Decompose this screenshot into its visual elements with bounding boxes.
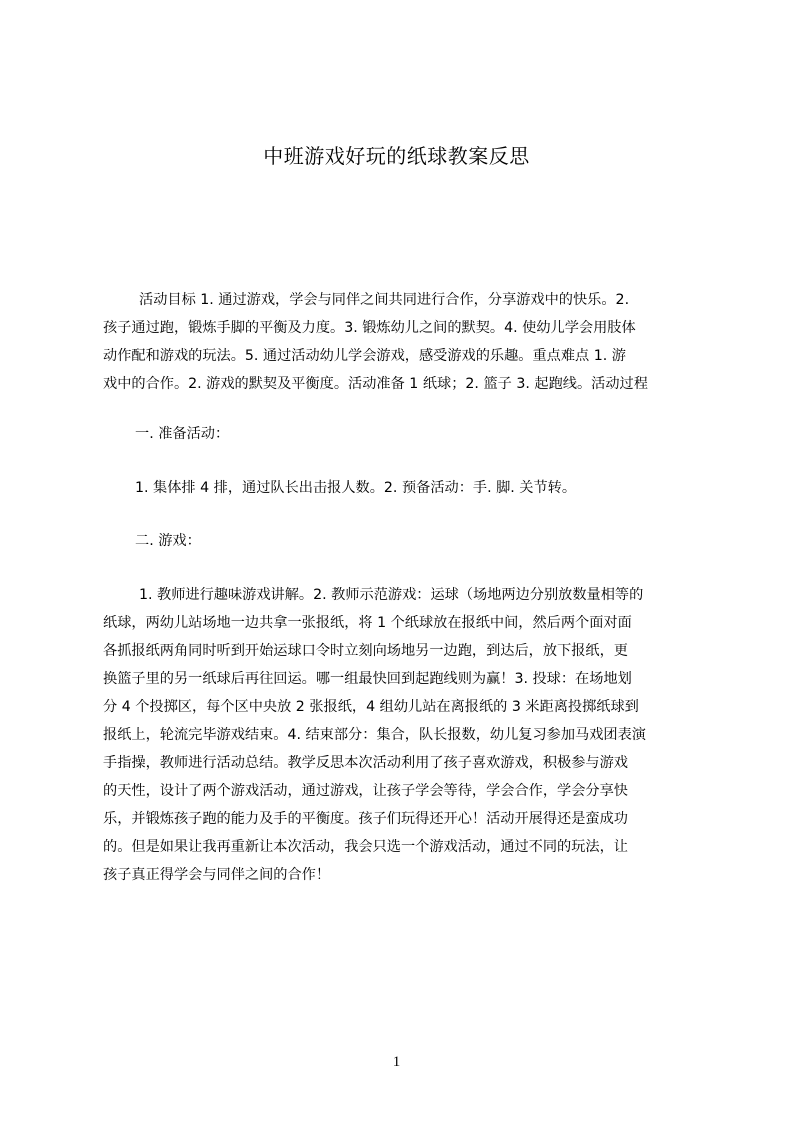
- text-line: 各抓报纸两角同时听到开始运球口令时立刻向场地另一边跑，到达后，放下报纸，更: [103, 643, 628, 659]
- text-line: 活动目标 1. 通过游戏，学会与同伴之间共同进行合作，分享游戏中的快乐。2.: [139, 292, 630, 308]
- text-line: 报纸上，轮流完毕游戏结束。4. 结束部分：集合，队长报数，幼儿复习参加马戏团表演: [103, 727, 646, 743]
- text-line: 的天性，设计了两个游戏活动，通过游戏，让孩子学会等待，学会合作，学会分享快: [103, 783, 628, 799]
- section-heading: 二. 游戏：: [135, 533, 201, 549]
- text-line: 孩子真正得学会与同伴之间的合作！: [103, 867, 331, 883]
- paragraph-games: [103, 581, 699, 889]
- text-line: 手指操，教师进行活动总结。教学反思本次活动利用了孩子喜欢游戏，积极参与游戏: [103, 755, 628, 771]
- page-number: 1: [392, 1054, 401, 1070]
- text-line: 1. 教师进行趣味游戏讲解。2. 教师示范游戏：运球（场地两边分别放数量相等的: [139, 587, 644, 603]
- section-heading-preparation: [103, 420, 699, 448]
- text-line: 的。但是如果让我再重新让本次活动，我会只选一个游戏活动，通过不同的玩法，让: [103, 839, 628, 855]
- text-line: 分 4 个投掷区，每个区中央放 2 张报纸，4 组幼儿站在离报纸的 3 米距离投掷纸球到: [103, 699, 639, 715]
- section-heading: 一. 准备活动：: [135, 426, 230, 442]
- paragraph-objectives: [103, 286, 699, 398]
- text-line: 动作配和游戏的玩法。5. 通过活动幼儿学会游戏，感受游戏的乐趣。重点难点 1. 游: [103, 348, 626, 364]
- text-line: 乐，并锻炼孩子跑的能力及手的平衡度。孩子们玩得还开心！活动开展得还是蛮成功: [103, 811, 628, 827]
- text-line: 换篮子里的另一纸球后再往回运。哪一组最快回到起跑线则为赢！3. 投球：在场地划: [103, 671, 632, 687]
- text-line: 1. 集体排 4 排，通过队长出击报人数。2. 预备活动：手. 脚. 关节转。: [135, 480, 577, 496]
- text-line: 纸球，两幼儿站场地一边共拿一张报纸，将 1 个纸球放在报纸中间，然后两个面对面: [103, 615, 632, 631]
- section-heading-games: [103, 527, 699, 555]
- document-title: 中班游戏好玩的纸球教案反思: [263, 144, 530, 168]
- paragraph-preparation: [103, 474, 699, 502]
- text-line: 孩子通过跑，锻炼手脚的平衡及力度。3. 锻炼幼儿之间的默契。4. 使幼儿学会用肢体: [103, 320, 636, 336]
- text-line: 戏中的合作。2. 游戏的默契及平衡度。活动准备 1 纸球；2. 篮子 3. 起跑线。活动过程: [103, 376, 648, 392]
